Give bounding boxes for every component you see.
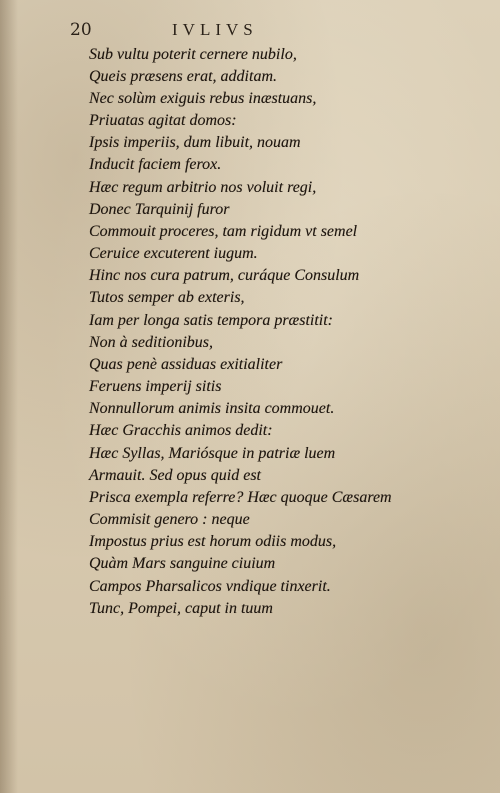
- verse-line: Donec Tarquinij furor: [89, 201, 230, 218]
- verse-line: Campos Pharsalicos vndique tinxerit.: [89, 578, 331, 595]
- verse-line: Tunc, Pompei, caput in tuum: [89, 600, 273, 617]
- verse-line: Nonnullorum animis insita commouet.: [89, 400, 335, 417]
- verse-line: Ipsis imperiis, dum libuit, nouam: [89, 134, 301, 151]
- verse-line: Queis præsens erat, additam.: [89, 68, 277, 85]
- verse-line: Hinc nos cura patrum, curáque Consulum: [89, 267, 360, 284]
- verse-line: Feruens imperij sitis: [89, 378, 222, 395]
- verse-line: Ceruice excuterent iugum.: [89, 245, 258, 262]
- verse-line: Nec solùm exiguis rebus inæstuans,: [89, 90, 317, 107]
- verse-line: Commisit genero : neque: [89, 511, 250, 528]
- verse-line: Tutos semper ab exteris,: [89, 289, 245, 306]
- page-gutter-shadow: [0, 0, 18, 793]
- verse-line: Non à seditionibus,: [89, 334, 214, 351]
- verse-line: Priuatas agitat domos:: [89, 112, 237, 129]
- verse-line: Inducit faciem ferox.: [89, 156, 222, 173]
- verse-line: Commouit proceres, tam rigidum vt semel: [89, 223, 358, 240]
- page-header: [70, 18, 330, 44]
- verse-line: Quàm Mars sanguine ciuium: [89, 555, 276, 572]
- verse-line: Hæc Syllas, Mariósque in patriæ luem: [89, 445, 336, 462]
- verse-line: Sub vultu poterit cernere nubilo,: [89, 46, 297, 63]
- page-number: 20: [70, 20, 92, 40]
- verse-line: Hæc Gracchis animos dedit:: [89, 422, 273, 439]
- verse-line: Armauit. Sed opus quid est: [89, 467, 261, 484]
- verse-line: Quas penè assiduas exitialiter: [89, 356, 283, 373]
- verse-line: Impostus prius est horum odiis modus,: [89, 533, 337, 550]
- running-head: IVLIVS: [172, 20, 258, 39]
- verse-line: Iam per longa satis tempora præstitit:: [89, 312, 334, 329]
- verse-line: Prisca exempla referre? Hæc quoque Cæsarem: [89, 489, 392, 506]
- verse-line: Hæc regum arbitrio nos voluit regi,: [89, 179, 317, 196]
